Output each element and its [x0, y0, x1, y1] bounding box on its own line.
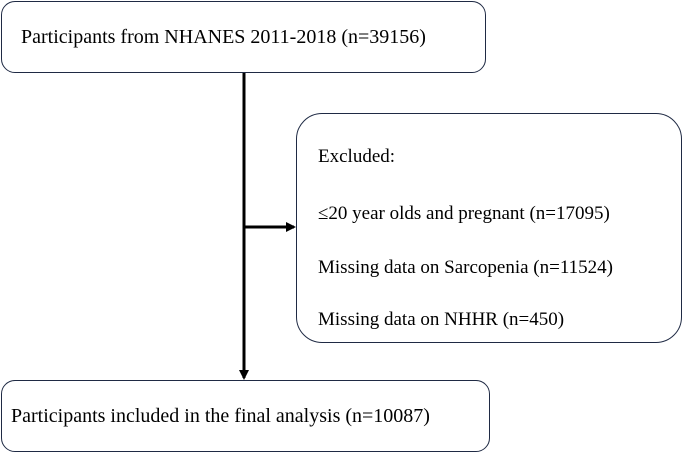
participants-source-text: Participants from NHANES 2011-2018 (n=39156) [21, 25, 426, 48]
exclusion-item-sarcopenia: Missing data on Sarcopenia (n=11524) [318, 257, 613, 278]
exclusion-item-age-pregnant: ≤20 year olds and pregnant (n=17095) [318, 203, 610, 224]
exclusion-box [296, 113, 682, 343]
exclusion-item-nhhr: Missing data on NHHR (n=450) [318, 309, 565, 330]
exclusion-header: Excluded: [318, 146, 396, 167]
final-analysis-text: Participants included in the final analysis (n=10087) [11, 404, 430, 427]
participants-source-box [1, 1, 486, 73]
final-analysis-box [1, 380, 490, 452]
